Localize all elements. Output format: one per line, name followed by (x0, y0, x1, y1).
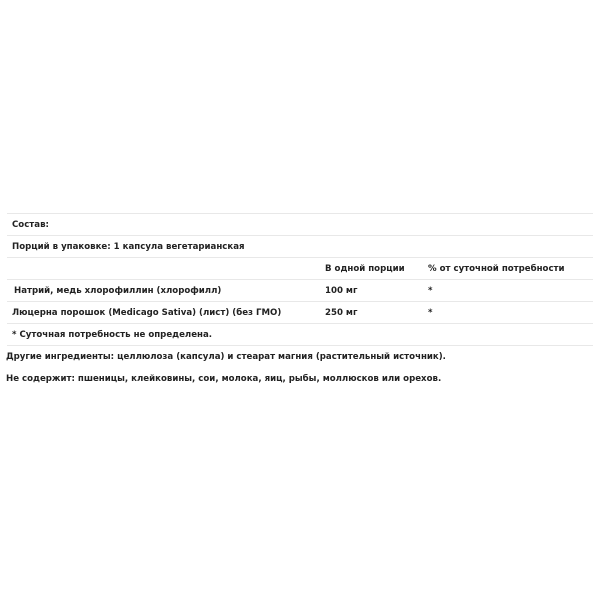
ingredient-name: Натрий, медь хлорофиллин (хлорофилл) (14, 286, 222, 296)
servings-row (7, 236, 593, 258)
servings-text: Порций в упаковке: 1 капсула вегетарианская (12, 242, 245, 252)
table-title: Состав: (12, 220, 49, 230)
footnote: * Суточная потребность не определена. (12, 330, 213, 340)
table-row (7, 280, 593, 302)
footnote-row (7, 324, 593, 346)
ingredient-dv: * (428, 308, 433, 318)
ingredient-amount: 250 мг (325, 308, 358, 318)
ingredient-dv: * (428, 286, 433, 296)
composition-table (7, 213, 593, 346)
header-row (7, 258, 593, 280)
other-ingredients: Другие ингредиенты: целлюлоза (капсула) и стеарат магния (растительный источник). (6, 352, 446, 362)
header-per-serving: В одной порции (325, 264, 405, 274)
table-row (7, 302, 593, 324)
header-daily-value: % от суточной потребности (428, 264, 565, 274)
free-of: Не содержит: пшеницы, клейковины, сои, молока, яиц, рыбы, моллюсков или орехов. (6, 374, 442, 384)
ingredient-name: Люцерна порошок (Medicago Sativa) (лист) (без ГМО) (12, 308, 282, 318)
ingredient-amount: 100 мг (325, 286, 358, 296)
table-title-row (7, 214, 593, 236)
